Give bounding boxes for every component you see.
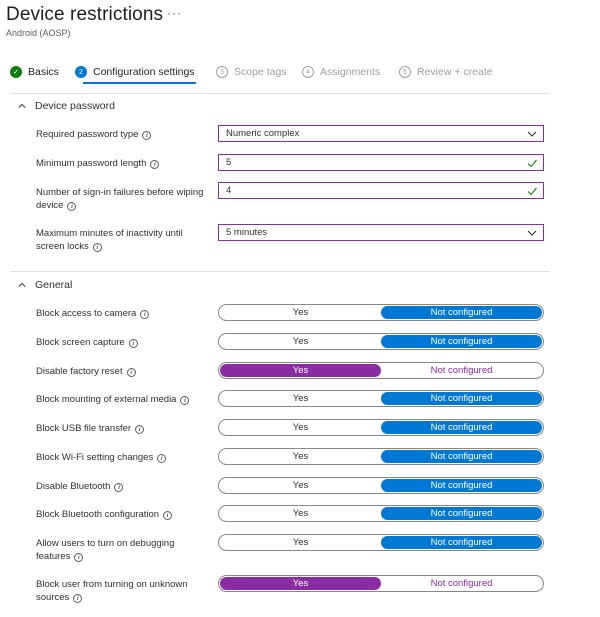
yes-notconfigured-toggle[interactable]: [218, 304, 544, 321]
divider: [10, 271, 550, 272]
option-not-configured[interactable]: Not configured: [430, 365, 493, 376]
label-text: Allow users to turn on debugging features: [36, 538, 175, 562]
min-password-length-input[interactable]: [218, 154, 544, 171]
dropdown-value: Numeric complex: [226, 128, 300, 139]
step-number: 5: [399, 66, 411, 78]
option-yes[interactable]: Yes: [292, 393, 309, 404]
inactivity-lock-dropdown[interactable]: [218, 224, 544, 241]
info-icon[interactable]: i: [157, 454, 166, 463]
label-text: Disable Bluetooth: [36, 481, 111, 492]
option-not-configured[interactable]: Not configured: [381, 392, 542, 405]
yes-notconfigured-toggle[interactable]: [218, 477, 544, 494]
info-icon[interactable]: i: [93, 243, 102, 252]
field-label: [36, 128, 208, 141]
chevron-up-icon: [18, 102, 26, 110]
label-text: Block mounting of external media: [36, 394, 177, 405]
field-label: [36, 157, 208, 170]
setting-label: [36, 307, 208, 320]
setting-label: [36, 508, 208, 521]
password-type-dropdown[interactable]: [218, 125, 544, 142]
tab-assignments[interactable]: [302, 62, 380, 82]
info-icon[interactable]: i: [150, 160, 159, 169]
option-yes[interactable]: Yes: [292, 480, 309, 491]
field-label: [36, 186, 208, 212]
label-text: Maximum minutes of inactivity until screen locks: [36, 228, 183, 252]
tab-basics[interactable]: [10, 62, 59, 82]
option-yes[interactable]: Yes: [292, 307, 309, 318]
option-yes[interactable]: Yes: [292, 537, 309, 548]
label-text: Disable factory reset: [36, 366, 123, 377]
section-title: Device password: [35, 100, 115, 112]
info-icon[interactable]: i: [142, 131, 151, 140]
chevron-down-icon: [527, 129, 537, 139]
info-icon[interactable]: i: [127, 368, 136, 377]
info-icon[interactable]: i: [135, 425, 144, 434]
info-icon[interactable]: i: [73, 594, 82, 603]
option-yes[interactable]: Yes: [292, 451, 309, 462]
yes-notconfigured-toggle[interactable]: [218, 419, 544, 436]
option-not-configured[interactable]: Not configured: [381, 335, 542, 348]
option-yes[interactable]: Yes: [220, 577, 381, 590]
label-text: Block user from turning on unknown sources: [36, 579, 188, 603]
more-actions-button[interactable]: ···: [167, 6, 182, 20]
setting-label: [36, 393, 208, 406]
step-number: 2: [75, 66, 87, 78]
chevron-down-icon: [527, 228, 537, 238]
label-text: Minimum password length: [36, 158, 147, 169]
label-text: Block access to camera: [36, 308, 137, 319]
input-value: 4: [226, 185, 232, 196]
info-icon[interactable]: i: [129, 339, 138, 348]
tab-scope-tags[interactable]: [216, 62, 287, 82]
checkmark-icon: ✓: [10, 66, 22, 78]
info-icon[interactable]: i: [180, 396, 189, 405]
setting-label: [36, 480, 208, 493]
active-tab-indicator: [83, 82, 196, 84]
section-title: General: [35, 279, 73, 291]
setting-label: [36, 422, 208, 435]
tab-review-create[interactable]: [399, 62, 493, 82]
option-not-configured[interactable]: Not configured: [381, 536, 542, 549]
input-value: 5: [226, 157, 232, 168]
field-label: [36, 227, 208, 253]
option-yes[interactable]: Yes: [292, 422, 309, 433]
option-not-configured[interactable]: Not configured: [381, 507, 542, 520]
label-text: Block Wi-Fi setting changes: [36, 452, 154, 463]
step-number: 4: [302, 66, 314, 78]
page-subtitle: Android (AOSP): [6, 28, 71, 38]
option-yes[interactable]: Yes: [220, 364, 381, 377]
chevron-up-icon: [18, 281, 26, 289]
tab-configuration-settings[interactable]: [75, 62, 195, 82]
yes-notconfigured-toggle[interactable]: [218, 333, 544, 350]
option-not-configured[interactable]: Not configured: [381, 450, 542, 463]
label-text: Block Bluetooth configuration: [36, 509, 160, 520]
option-not-configured[interactable]: Not configured: [381, 306, 542, 319]
option-not-configured[interactable]: Not configured: [381, 479, 542, 492]
section-header-device-password[interactable]: [18, 100, 115, 112]
checkmark-icon: [527, 158, 537, 168]
step-number: 3: [216, 66, 228, 78]
info-icon[interactable]: i: [114, 483, 123, 492]
label-text: Block USB file transfer: [36, 423, 132, 434]
info-icon[interactable]: i: [74, 553, 83, 562]
divider: [10, 93, 550, 94]
tab-label: Assignments: [320, 66, 381, 78]
yes-notconfigured-toggle[interactable]: [218, 362, 544, 379]
yes-notconfigured-toggle[interactable]: [218, 534, 544, 551]
info-icon[interactable]: i: [67, 202, 76, 211]
label-text: Number of sign-in failures before wiping device: [36, 187, 204, 211]
page-title: Device restrictions: [6, 4, 164, 25]
dropdown-value: 5 minutes: [226, 227, 268, 238]
setting-label: [36, 336, 208, 349]
tab-label: Configuration settings: [93, 66, 195, 78]
setting-label: [36, 451, 208, 464]
yes-notconfigured-toggle[interactable]: [218, 575, 544, 592]
yes-notconfigured-toggle[interactable]: [218, 505, 544, 522]
option-yes[interactable]: Yes: [292, 336, 309, 347]
setting-label: [36, 537, 208, 563]
signin-failures-input[interactable]: [218, 182, 544, 199]
section-header-general[interactable]: [18, 279, 72, 291]
info-icon[interactable]: i: [140, 310, 149, 319]
setting-label: [36, 578, 208, 604]
label-text: Block screen capture: [36, 337, 125, 348]
option-not-configured[interactable]: Not configured: [430, 578, 493, 589]
tab-label: Basics: [28, 66, 59, 78]
option-yes[interactable]: Yes: [292, 508, 309, 519]
setting-label: [36, 365, 208, 378]
yes-notconfigured-toggle[interactable]: [218, 390, 544, 407]
yes-notconfigured-toggle[interactable]: [218, 448, 544, 465]
checkmark-icon: [527, 186, 537, 196]
info-icon[interactable]: i: [163, 511, 172, 520]
option-not-configured[interactable]: Not configured: [381, 421, 542, 434]
label-text: Required password type: [36, 129, 139, 140]
tab-label: Review + create: [417, 66, 493, 78]
tab-label: Scope tags: [234, 66, 287, 78]
